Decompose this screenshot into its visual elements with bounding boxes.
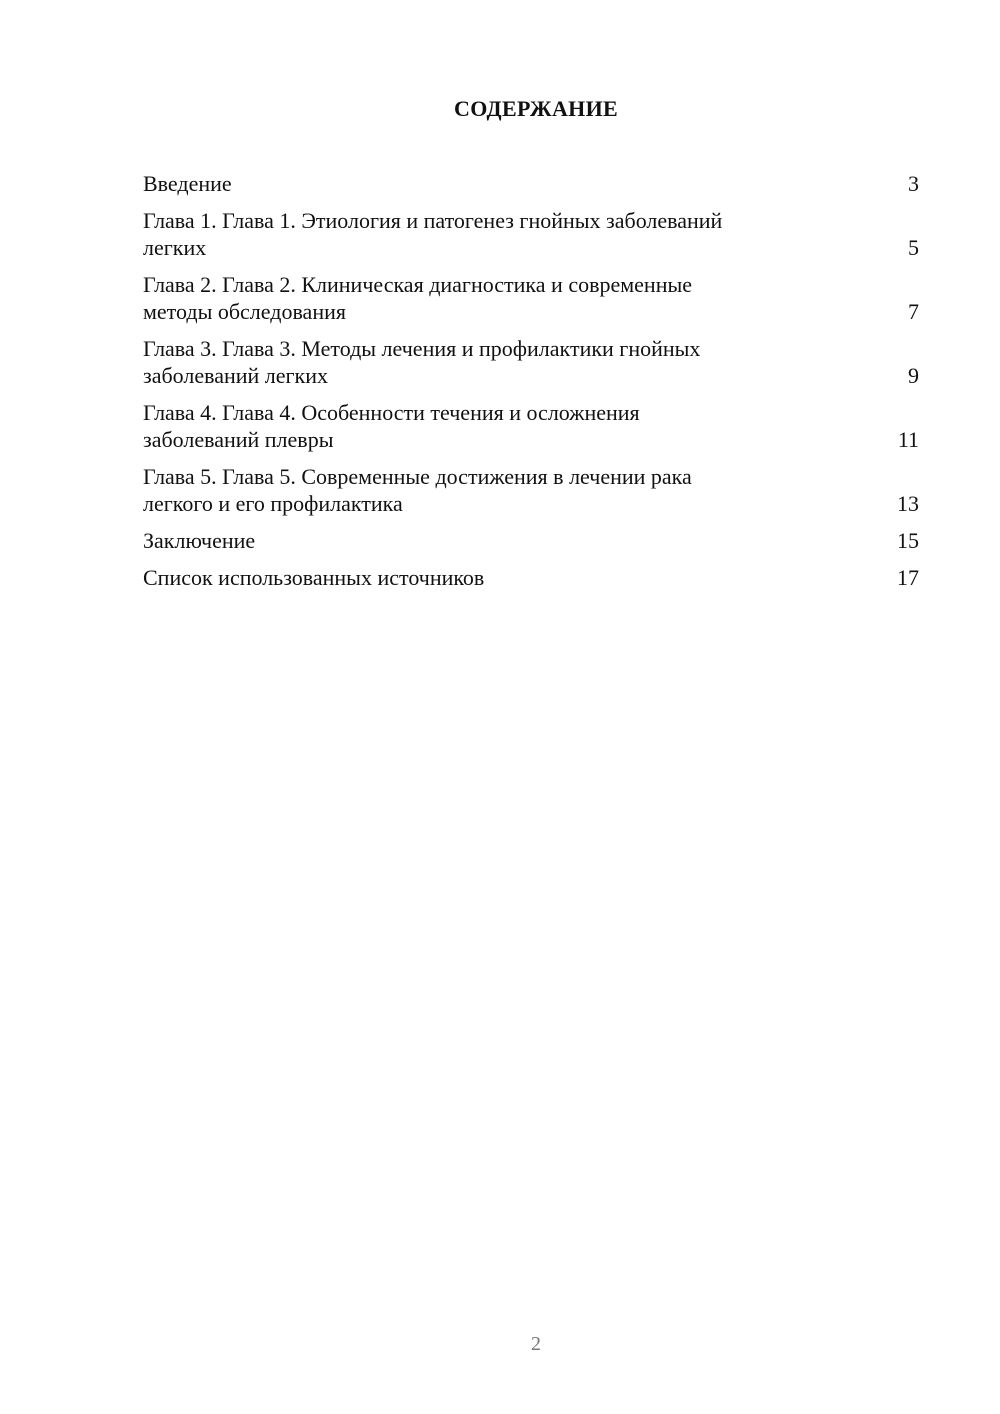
toc-entry-page: 11 — [897, 427, 919, 452]
toc-entry-line: Глава 2. Глава 2. Клиническая диагностика и современные — [143, 272, 693, 297]
toc-entry-text — [143, 271, 692, 325]
toc-entry-page: 7 — [908, 299, 919, 324]
toc-entry-line: Заключение — [143, 528, 256, 553]
toc-entry-text — [143, 335, 700, 389]
toc-entry-chapter-1 — [143, 207, 919, 261]
toc-entry-line: Список использованных источников — [143, 565, 485, 590]
toc-entry-text — [143, 207, 722, 261]
toc-entry-page: 15 — [897, 528, 919, 553]
toc-entry-text — [143, 527, 255, 554]
toc-entry-line: легких — [143, 235, 207, 260]
toc-entry-chapter-4 — [143, 399, 919, 453]
toc-entry-line: Глава 3. Глава 3. Методы лечения и профилактики гнойных — [143, 336, 701, 361]
toc-entry-line: легкого и его профилактика — [143, 491, 403, 516]
toc-entry-text — [143, 170, 232, 197]
page-number: 2 — [531, 1333, 541, 1355]
toc-entry-references — [143, 564, 919, 591]
toc-title: СОДЕРЖАНИЕ — [454, 96, 618, 121]
toc-entry-line: методы обследования — [143, 299, 346, 324]
toc-entry-text — [143, 399, 640, 453]
toc-entry-page: 9 — [908, 363, 919, 388]
toc-entry-page: 5 — [908, 235, 919, 260]
toc-entry-page: 17 — [897, 565, 919, 590]
toc-list — [143, 170, 919, 601]
toc-entry-text — [143, 463, 692, 517]
toc-entry-line: Введение — [143, 171, 232, 196]
toc-entry-introduction — [143, 170, 919, 197]
toc-entry-line: заболеваний плевры — [143, 427, 334, 452]
toc-entry-conclusion — [143, 527, 919, 554]
toc-entry-chapter-3 — [143, 335, 919, 389]
toc-entry-line: заболеваний легких — [143, 363, 329, 388]
toc-entry-line: Глава 5. Глава 5. Современные достижения в лечении рака — [143, 464, 692, 489]
toc-entry-page: 3 — [908, 171, 919, 196]
toc-entry-line: Глава 4. Глава 4. Особенности течения и осложнения — [143, 400, 640, 425]
toc-entry-page: 13 — [897, 491, 919, 516]
toc-entry-chapter-2 — [143, 271, 919, 325]
toc-entry-chapter-5 — [143, 463, 919, 517]
toc-entry-line: Глава 1. Глава 1. Этиология и патогенез гнойных заболеваний — [143, 208, 723, 233]
toc-entry-text — [143, 564, 484, 591]
